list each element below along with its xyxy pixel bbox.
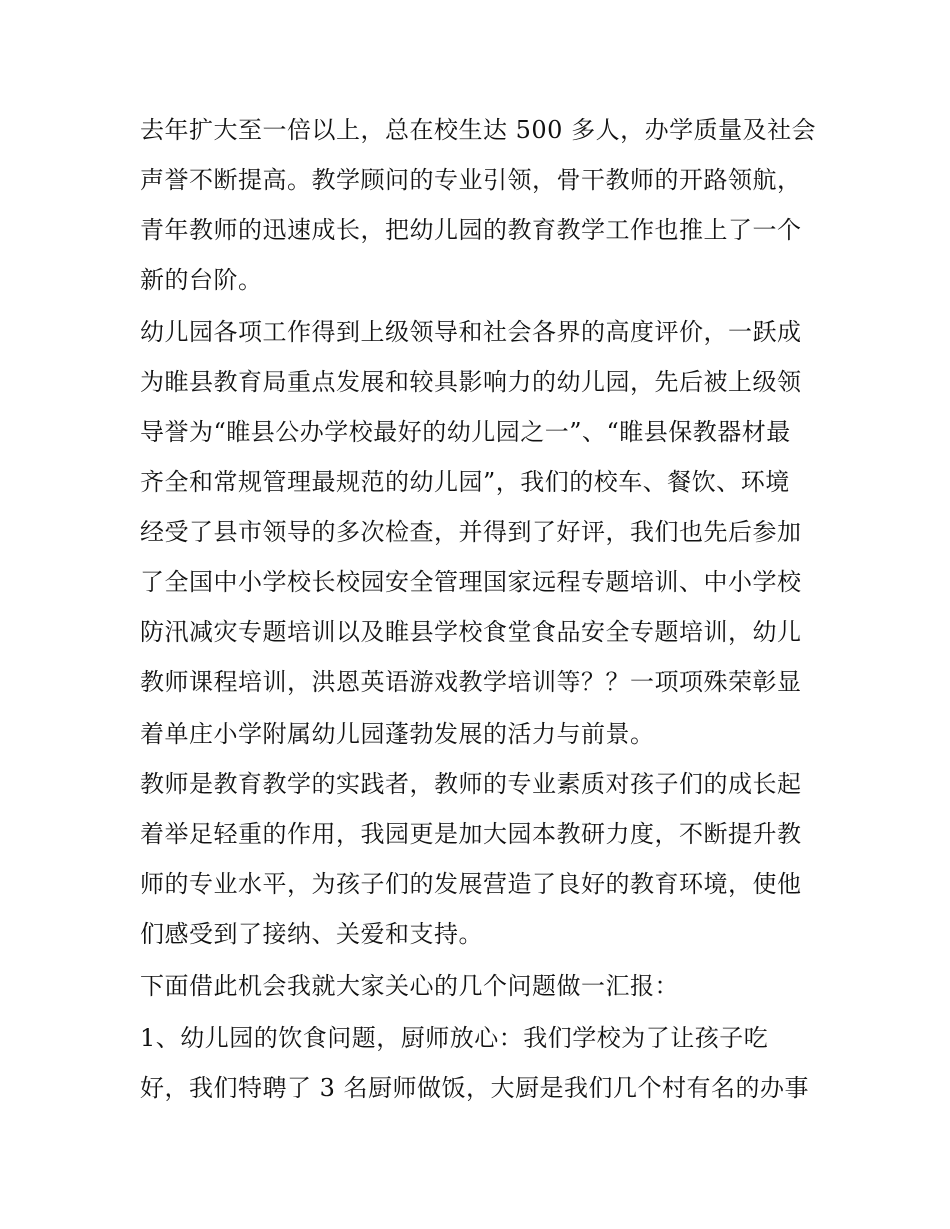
text-line: 为睢县教育局重点发展和较具影响力的幼儿园，先后被上级领: [140, 368, 802, 396]
text-line: 们感受到了接纳、关爱和支持。: [140, 920, 483, 948]
text-line: 着单庄小学附属幼儿园蓬勃发展的活力与前景。: [140, 720, 655, 748]
text-line: 下面借此机会我就大家关心的几个问题做一汇报：: [140, 972, 679, 1000]
text-line: 新的台阶。: [140, 266, 263, 294]
text-line: 防汛减灾专题培训以及睢县学校食堂食品安全专题培训，幼儿: [140, 618, 802, 646]
text-line: 1、幼儿园的饮食问题，厨师放心：我们学校为了让孩子吃: [140, 1024, 769, 1052]
text-line: 声誉不断提高。教学顾问的专业引领，骨干教师的开路领航，: [140, 166, 802, 194]
text-line: 导誉为“睢县公办学校最好的幼儿园之一”、“睢县保教器材最: [140, 418, 791, 446]
text-line: 着举足轻重的作用，我园更是加大园本教研力度，不断提升教: [140, 820, 802, 848]
text-line: 去年扩大至一倍以上，总在校生达 500 多人，办学质量及社会: [140, 116, 817, 144]
text-line: 好，我们特聘了 3 名厨师做饭，大厨是我们几个村有名的办事: [140, 1074, 810, 1102]
text-line: 齐全和常规管理最规范的幼儿园”，我们的校车、餐饮、环境: [140, 468, 790, 496]
text-line: 青年教师的迅速成长，把幼儿园的教育教学工作也推上了一个: [140, 216, 802, 244]
text-line: 经受了县市领导的多次检查，并得到了好评，我们也先后参加: [140, 518, 802, 546]
text-line: 幼儿园各项工作得到上级领导和社会各界的高度评价，一跃成: [140, 318, 802, 346]
text-line: 师的专业水平，为孩子们的发展营造了良好的教育环境，使他: [140, 870, 802, 898]
text-line: 教师课程培训，洪恩英语游戏教学培训等？？一项项殊荣彰显: [140, 668, 802, 696]
text-line: 了全国中小学校长校园安全管理国家远程专题培训、中小学校: [140, 568, 802, 596]
text-line: 教师是教育教学的实践者，教师的专业素质对孩子们的成长起: [140, 770, 802, 798]
